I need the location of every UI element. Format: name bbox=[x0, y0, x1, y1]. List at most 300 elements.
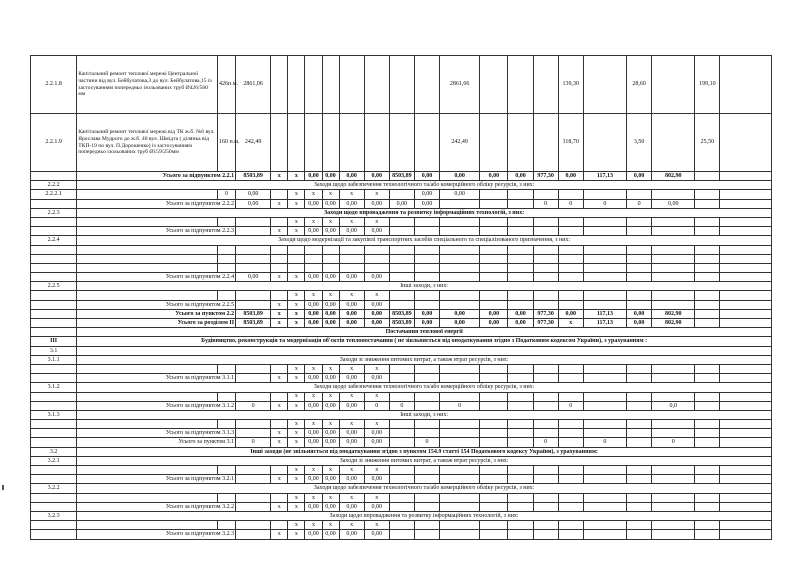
row-cell bbox=[695, 245, 720, 254]
row-cell bbox=[271, 493, 288, 502]
row-code: 3.1.2 bbox=[31, 383, 77, 392]
subtotal-cell: 0,00 bbox=[322, 199, 339, 208]
subtotal-cell bbox=[389, 502, 414, 511]
row-description bbox=[77, 364, 218, 373]
row-cell bbox=[364, 56, 389, 114]
row-cell bbox=[533, 254, 558, 263]
subtotal-cell: 0,00 bbox=[440, 309, 480, 318]
row-cell bbox=[480, 263, 508, 272]
row-cell: x bbox=[364, 420, 389, 429]
table-row bbox=[31, 114, 772, 172]
row-cell bbox=[271, 364, 288, 373]
subtotal-cell bbox=[558, 273, 583, 282]
row-cell bbox=[652, 190, 695, 199]
row-cell bbox=[720, 227, 772, 236]
row-description bbox=[77, 493, 218, 502]
row-code bbox=[31, 364, 77, 373]
row-code bbox=[31, 438, 77, 447]
row-indicator: 139,30 bbox=[558, 56, 583, 114]
row-code bbox=[31, 217, 77, 226]
row-cell bbox=[652, 263, 695, 272]
subtotal-cell: 0 bbox=[364, 401, 389, 410]
row-cell bbox=[339, 254, 364, 263]
row-cell bbox=[217, 493, 235, 502]
subtotal-cell: 0 bbox=[627, 199, 652, 208]
subtotal-cell: 0,00 bbox=[322, 429, 339, 438]
subtotal-cell bbox=[627, 438, 652, 447]
row-cell bbox=[508, 190, 533, 199]
row-description bbox=[77, 217, 218, 226]
subtotal-cell: 0,00 bbox=[339, 199, 364, 208]
subtotal-cell bbox=[583, 273, 626, 282]
row-code bbox=[31, 521, 77, 530]
subtotal-cell bbox=[236, 502, 271, 511]
row-cell: x bbox=[339, 291, 364, 300]
row-cell bbox=[389, 245, 414, 254]
row-cell bbox=[322, 114, 339, 172]
subtotal-cell: 0,00 bbox=[305, 319, 322, 328]
row-cell bbox=[720, 530, 772, 539]
subtotal-cell bbox=[389, 438, 414, 447]
subtotal-cell bbox=[480, 199, 508, 208]
row-cell bbox=[414, 420, 439, 429]
row-cell bbox=[583, 493, 626, 502]
row-cell bbox=[627, 291, 652, 300]
subtotal-cell: 0,00 bbox=[322, 273, 339, 282]
row-cell bbox=[217, 245, 235, 254]
row-cell bbox=[480, 114, 508, 172]
table-row bbox=[31, 456, 772, 465]
row-cell bbox=[389, 291, 414, 300]
subtotal-cell: x bbox=[288, 475, 305, 484]
row-cost: 242,49 bbox=[236, 114, 271, 172]
row-cell bbox=[583, 392, 626, 401]
subtotal-cell bbox=[508, 475, 533, 484]
subtotal-cell bbox=[508, 374, 533, 383]
subtotal-cell bbox=[414, 429, 439, 438]
subtotal-cell: 977,30 bbox=[533, 319, 558, 328]
table-row bbox=[31, 493, 772, 502]
subtotal-cell: 0 bbox=[558, 199, 583, 208]
subtotal-cell: 8503,89 bbox=[389, 172, 414, 181]
subtotal-cell: 0,00 bbox=[364, 502, 389, 511]
binding-mark bbox=[2, 485, 4, 490]
row-cell bbox=[583, 521, 626, 530]
row-cell bbox=[508, 521, 533, 530]
row-cell bbox=[389, 364, 414, 373]
table-row bbox=[31, 172, 772, 181]
row-cell bbox=[583, 466, 626, 475]
row-cell bbox=[533, 263, 558, 272]
row-cell bbox=[533, 245, 558, 254]
row-cell bbox=[695, 401, 720, 410]
subtotal-cell bbox=[440, 429, 480, 438]
subtotal-cell bbox=[558, 374, 583, 383]
row-cell bbox=[627, 217, 652, 226]
subtotal-cell bbox=[652, 227, 695, 236]
subtotal-cell: x bbox=[288, 374, 305, 383]
row-cell bbox=[271, 420, 288, 429]
row-cell: x bbox=[288, 291, 305, 300]
row-cell bbox=[695, 319, 720, 328]
subtotal-cell: 117,13 bbox=[583, 319, 626, 328]
row-cell bbox=[271, 217, 288, 226]
row-cell bbox=[364, 245, 389, 254]
row-cell bbox=[414, 521, 439, 530]
row-cell bbox=[77, 254, 218, 263]
table-row bbox=[31, 181, 772, 190]
row-code: 3.1.1 bbox=[31, 355, 77, 364]
subtotal-cell bbox=[389, 273, 414, 282]
row-cell bbox=[414, 466, 439, 475]
row-cell bbox=[627, 420, 652, 429]
row-cell: 0 bbox=[217, 190, 235, 199]
row-cell bbox=[364, 263, 389, 272]
row-cell bbox=[414, 114, 439, 172]
row-cell bbox=[695, 263, 720, 272]
group-heading: Заходи щодо забезпечення технологічного та/або комерційного обліку ресурсів, з них: bbox=[77, 181, 772, 190]
subtotal-cell bbox=[627, 401, 652, 410]
row-cell bbox=[720, 364, 772, 373]
subtotal-cell: 0,00 bbox=[414, 172, 439, 181]
row-cell: x bbox=[322, 420, 339, 429]
subtotal-cell bbox=[533, 502, 558, 511]
row-cell: x bbox=[339, 190, 364, 199]
subtotal-cell: 0,00 bbox=[339, 438, 364, 447]
row-description bbox=[77, 466, 218, 475]
subtotal-label: Усього за пунктом 3.1 bbox=[77, 438, 236, 447]
row-code: 2.2.2.1 bbox=[31, 190, 77, 199]
row-cell bbox=[31, 245, 77, 254]
subtotal-cell: 0,00 bbox=[364, 199, 389, 208]
row-cell bbox=[720, 300, 772, 309]
subtotal-cell bbox=[389, 227, 414, 236]
row-cell bbox=[440, 392, 480, 401]
row-cell bbox=[695, 273, 720, 282]
subtotal-cell: 0,00 bbox=[305, 401, 322, 410]
subtotal-cell bbox=[508, 502, 533, 511]
subtotal-cell: 0,00 bbox=[339, 429, 364, 438]
subtotal-cell bbox=[236, 429, 271, 438]
subtotal-cell: 0 bbox=[583, 438, 626, 447]
subtotal-cell bbox=[558, 475, 583, 484]
row-cell bbox=[305, 263, 322, 272]
row-cell bbox=[236, 217, 271, 226]
row-cell bbox=[236, 392, 271, 401]
row-cell bbox=[480, 56, 508, 114]
subtotal-cell: 0,00 bbox=[364, 172, 389, 181]
row-cell bbox=[480, 217, 508, 226]
row-code bbox=[31, 530, 77, 539]
row-code bbox=[31, 502, 77, 511]
subtotal-cell: 0 bbox=[236, 401, 271, 410]
row-cell bbox=[322, 254, 339, 263]
subtotal-cell: x bbox=[288, 530, 305, 539]
row-description bbox=[77, 190, 218, 199]
subtotal-cell: x bbox=[271, 319, 288, 328]
row-cell: x bbox=[364, 364, 389, 373]
subtotal-cell: x bbox=[271, 502, 288, 511]
subtotal-cell bbox=[627, 374, 652, 383]
row-cell bbox=[652, 114, 695, 172]
row-cell bbox=[322, 56, 339, 114]
section-heading: Постачання теплової енергії bbox=[77, 328, 772, 337]
subtotal-cell bbox=[414, 300, 439, 309]
subtotal-cell: 802,90 bbox=[652, 319, 695, 328]
subtotal-cell: 0,00 bbox=[364, 309, 389, 318]
row-cell bbox=[583, 364, 626, 373]
subtotal-cell bbox=[627, 273, 652, 282]
subtotal-cell: 0,00 bbox=[364, 438, 389, 447]
subtotal-cell bbox=[440, 227, 480, 236]
row-cell bbox=[627, 254, 652, 263]
subtotal-cell: x bbox=[288, 438, 305, 447]
subtotal-cell: 0,00 bbox=[322, 374, 339, 383]
subtotal-cell: 0 bbox=[236, 438, 271, 447]
table-row bbox=[31, 447, 772, 456]
table-row bbox=[31, 282, 772, 291]
subtotal-cell bbox=[508, 530, 533, 539]
row-indicator: 25,50 bbox=[695, 114, 720, 172]
row-cell bbox=[583, 190, 626, 199]
row-cell bbox=[288, 114, 305, 172]
row-cell bbox=[389, 190, 414, 199]
row-cell bbox=[533, 114, 558, 172]
row-description: Капітальний ремонт теплової мережі Центральної частини від вул. Бейбулатова,3 до вул. Бейбулатова,15 із застосуванням попередньо ізольованих труб Ø426/560 мм bbox=[77, 56, 218, 114]
subtotal-cell: 0,00 bbox=[322, 300, 339, 309]
subtotal-cell bbox=[627, 300, 652, 309]
subtotal-cell bbox=[627, 227, 652, 236]
subtotal-cell: x bbox=[288, 401, 305, 410]
row-cell bbox=[271, 392, 288, 401]
row-code: 2.2.1.8 bbox=[31, 56, 77, 114]
subtotal-cell: x bbox=[271, 227, 288, 236]
row-cell bbox=[627, 392, 652, 401]
subtotal-label: Усього за підпунктом 2.2.3 bbox=[77, 227, 236, 236]
table-row bbox=[31, 420, 772, 429]
subtotal-cell: 0,00 bbox=[305, 300, 322, 309]
row-cell bbox=[339, 245, 364, 254]
table-row bbox=[31, 319, 772, 328]
row-cell bbox=[627, 263, 652, 272]
row-cell bbox=[440, 420, 480, 429]
subtotal-cell: 802,90 bbox=[652, 172, 695, 181]
subtotal-cell: 8503,89 bbox=[236, 172, 271, 181]
subtotal-cell: 0,00 bbox=[236, 199, 271, 208]
subtotal-cell: 0,00 bbox=[339, 172, 364, 181]
row-cell bbox=[720, 309, 772, 318]
row-code bbox=[31, 291, 77, 300]
row-cell bbox=[695, 392, 720, 401]
subtotal-cell: 0,00 bbox=[339, 374, 364, 383]
table-row bbox=[31, 521, 772, 530]
row-cell bbox=[288, 245, 305, 254]
row-cell bbox=[558, 245, 583, 254]
row-description bbox=[77, 521, 218, 530]
row-cell: x bbox=[339, 392, 364, 401]
row-cell bbox=[414, 392, 439, 401]
row-code: 2.2.3 bbox=[31, 208, 77, 217]
row-cell bbox=[77, 263, 218, 272]
subtotal-cell: x bbox=[271, 429, 288, 438]
row-cell bbox=[508, 263, 533, 272]
row-cell bbox=[695, 190, 720, 199]
subtotal-cell: 0,00 bbox=[339, 300, 364, 309]
subtotal-cell bbox=[440, 374, 480, 383]
row-cell bbox=[695, 254, 720, 263]
row-code bbox=[31, 227, 77, 236]
subtotal-cell bbox=[480, 530, 508, 539]
subtotal-cell: 0 bbox=[533, 438, 558, 447]
subtotal-cell bbox=[583, 502, 626, 511]
group-heading: Інші заходи, з них: bbox=[77, 410, 772, 419]
row-cell: x bbox=[364, 190, 389, 199]
row-cell: x bbox=[364, 466, 389, 475]
subtotal-cell: x bbox=[288, 319, 305, 328]
row-cell: x bbox=[322, 466, 339, 475]
row-indicator: 3,50 bbox=[627, 114, 652, 172]
subtotal-cell: 117,13 bbox=[583, 172, 626, 181]
row-cell bbox=[695, 429, 720, 438]
row-cell bbox=[414, 263, 439, 272]
subtotal-cell: 0,00 bbox=[339, 273, 364, 282]
subtotal-cell: 0 bbox=[440, 401, 480, 410]
subtotal-cell bbox=[583, 227, 626, 236]
row-cell bbox=[695, 374, 720, 383]
subtotal-cell bbox=[652, 374, 695, 383]
subtotal-label: Усього за розділом II bbox=[77, 319, 236, 328]
row-cell bbox=[533, 420, 558, 429]
row-cell bbox=[414, 217, 439, 226]
row-cell bbox=[389, 392, 414, 401]
row-cell bbox=[236, 493, 271, 502]
subtotal-cell: 0,00 bbox=[322, 530, 339, 539]
row-cell: x bbox=[322, 291, 339, 300]
row-cell bbox=[652, 392, 695, 401]
subtotal-cell bbox=[389, 429, 414, 438]
subtotal-cell: x bbox=[271, 401, 288, 410]
row-cell bbox=[236, 263, 271, 272]
subtotal-label: Усього за підпунктом 3.1.1 bbox=[77, 374, 236, 383]
row-cell bbox=[695, 438, 720, 447]
table-row bbox=[31, 254, 772, 263]
row-cell bbox=[389, 254, 414, 263]
row-cell bbox=[389, 493, 414, 502]
row-cell bbox=[558, 493, 583, 502]
row-cell bbox=[305, 245, 322, 254]
row-cell bbox=[695, 217, 720, 226]
subtotal-cell: x bbox=[271, 309, 288, 318]
subtotal-cell: 977,30 bbox=[533, 309, 558, 318]
row-cell bbox=[508, 254, 533, 263]
subtotal-cell: 0,00 bbox=[364, 429, 389, 438]
row-cell bbox=[288, 56, 305, 114]
row-cell bbox=[720, 273, 772, 282]
subtotal-cell bbox=[558, 502, 583, 511]
subtotal-cell bbox=[389, 475, 414, 484]
subtotal-cell: 0,00 bbox=[364, 530, 389, 539]
subtotal-cell bbox=[508, 199, 533, 208]
row-cell bbox=[389, 56, 414, 114]
row-cell bbox=[583, 114, 626, 172]
subtotal-cell: 0,00 bbox=[389, 199, 414, 208]
subtotal-cell: 8503,89 bbox=[389, 319, 414, 328]
subtotal-cell bbox=[558, 530, 583, 539]
row-cell bbox=[217, 263, 235, 272]
subtotal-cell: 977,30 bbox=[533, 172, 558, 181]
row-cell bbox=[533, 392, 558, 401]
subtotal-cell: 0,00 bbox=[414, 309, 439, 318]
row-cell: x bbox=[305, 521, 322, 530]
row-own-funds: 2861,06 bbox=[440, 56, 480, 114]
row-cell bbox=[217, 217, 235, 226]
subtotal-cell: 0,00 bbox=[322, 401, 339, 410]
row-cell bbox=[480, 291, 508, 300]
subtotal-cell: 0,00 bbox=[339, 502, 364, 511]
row-code bbox=[31, 429, 77, 438]
subtotal-cell bbox=[480, 401, 508, 410]
table-row bbox=[31, 300, 772, 309]
row-description bbox=[77, 420, 218, 429]
row-indicator: 28,60 bbox=[627, 56, 652, 114]
row-cell bbox=[480, 190, 508, 199]
subtotal-cell: 0 bbox=[389, 401, 414, 410]
row-cell bbox=[720, 319, 772, 328]
table-row bbox=[31, 263, 772, 272]
subtotal-cell: 0,00 bbox=[322, 502, 339, 511]
subtotal-cell bbox=[583, 300, 626, 309]
row-cell: x bbox=[305, 190, 322, 199]
subtotal-cell: 0,00 bbox=[339, 530, 364, 539]
subtotal-cell bbox=[533, 475, 558, 484]
subtotal-label: Усього за пунктом 2.2 bbox=[77, 309, 236, 318]
row-cell bbox=[271, 263, 288, 272]
row-cell bbox=[558, 263, 583, 272]
subtotal-cell bbox=[583, 530, 626, 539]
row-indicator: 199,10 bbox=[695, 56, 720, 114]
row-cell bbox=[652, 217, 695, 226]
subtotal-cell bbox=[508, 438, 533, 447]
row-cell bbox=[652, 364, 695, 373]
table-row bbox=[31, 199, 772, 208]
row-cell: x bbox=[322, 217, 339, 226]
row-cell bbox=[271, 466, 288, 475]
row-cell bbox=[440, 263, 480, 272]
row-cell bbox=[720, 114, 772, 172]
row-cell bbox=[508, 493, 533, 502]
subtotal-cell bbox=[627, 475, 652, 484]
row-cell bbox=[217, 521, 235, 530]
subtotal-cell bbox=[652, 475, 695, 484]
subtotal-cell: 0,00 bbox=[322, 475, 339, 484]
row-cell bbox=[695, 227, 720, 236]
row-cell bbox=[271, 521, 288, 530]
group-heading: Заходи щодо забезпечення технологічного та/або комерційного обліку ресурсів, з них: bbox=[77, 383, 772, 392]
subtotal-cell: 802,90 bbox=[652, 309, 695, 318]
table-row bbox=[31, 273, 772, 282]
subtotal-cell: x bbox=[271, 300, 288, 309]
row-cell bbox=[440, 493, 480, 502]
subtotal-cell: 0,00 bbox=[305, 309, 322, 318]
row-cell bbox=[322, 263, 339, 272]
row-cell bbox=[508, 392, 533, 401]
row-code bbox=[31, 300, 77, 309]
row-cell: x bbox=[339, 364, 364, 373]
row-cell bbox=[440, 364, 480, 373]
subtotal-cell bbox=[414, 530, 439, 539]
subtotal-cell: 0,00 bbox=[322, 438, 339, 447]
subtotal-cell bbox=[652, 300, 695, 309]
